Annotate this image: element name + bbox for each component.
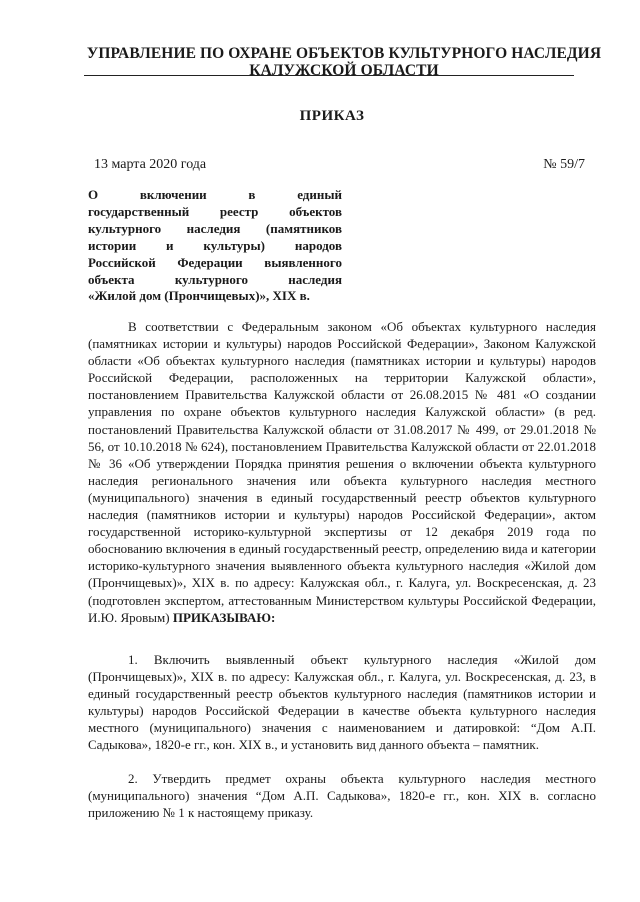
item-number: 1. bbox=[128, 652, 138, 667]
document-type-title: ПРИКАЗ bbox=[299, 108, 365, 124]
order-subject bbox=[88, 187, 342, 305]
order-keyword: ПРИКАЗЫВАЮ: bbox=[172, 609, 276, 625]
item-text: Утвердить предмет охраны объекта культурного наследия местного (муниципального) значения “Дом А.П. Садыкова», 1820-е гг., кон. XIX в. согласно приложению № 1 к настоящему приказу. bbox=[88, 771, 597, 821]
preamble-text: В соответствии с Федеральным законом «Об объектах культурного наследия (памятниках истории и культуры) народов Российской Федерации», Законом Калужской области «Об объектах культурного наследия (памятниках истории и культуры) народов Российской Федерации, расположенных на территории Калужской области», постановлением Правительства Калужской области от 26.08.2015 № 481 «О создании управления по охране объектов культурного наследия Калужской области» (в ред. постановлений Правительства Калужской области от 31.08.2017 № 499, от 29.01.2018 № 56, от 10.10.2018 № 624), постановлением Правительства Калужской области от 22.01.2018 № 36 «Об утверждении Порядка принятия решения о включении объекта культурного наследия регионального значения или объекта культурного наследия местного (муниципального) значения в единый государственный реестр объектов культурного наследия (памятников истории и культуры) народов Российской Федерации», актом государственной историко-культурной экспертизы от 12 декабря 2019 года по обоснованию включения в единый государственный реестр, определению вида и категории историко-культурного значения выявленного объекта культурного наследия «Жилой дом (Прончищевых)», XIX в. по адресу: Калужская обл., г. Калуга, ул. Воскресенская, д. 23 (подготовлен экспертом, аттестованным Министерством культуры Российской Федерации, И.Ю. Яровым) bbox=[88, 319, 596, 625]
item-text: Включить выявленный объект культурного наследия «Жилой дом (Прончищевых)», XIX в. по адресу: Калужская обл., г. Калуга, ул. Воскресенская, д. 23, в единый государственный реестр объектов культурного наследия (памятников истории и культуры) народов Российской Федерации в качестве объекта культурного наследия местного (муниципального) значения с наименованием и датировкой: “Дом А.П. Садыкова», 1820-е гг., кон. XIX в., и установить вид данного объекта – памятник. bbox=[88, 652, 596, 753]
subject-line: О включении в единый bbox=[88, 187, 342, 202]
order-item bbox=[88, 651, 596, 754]
item-number: 2. bbox=[128, 771, 138, 786]
order-date: 13 марта 2020 года bbox=[94, 157, 207, 172]
subject-line: Российской Федерации выявленного bbox=[88, 254, 342, 270]
subject-line: культурного наследия (памятников bbox=[88, 220, 342, 236]
order-number: № 59/7 bbox=[543, 157, 585, 172]
organization-name: УПРАВЛЕНИЕ ПО ОХРАНЕ ОБЪЕКТОВ КУЛЬТУРНОГО НАСЛЕДИЯ bbox=[86, 45, 602, 62]
subject-line: государственный реестр объектов bbox=[88, 203, 342, 219]
preamble-paragraph bbox=[88, 318, 596, 626]
subject-line: истории и культуры) народов bbox=[88, 237, 342, 253]
subject-line: объекта культурного наследия bbox=[88, 271, 342, 287]
subject-line: «Жилой дом (Прончищевых)», XIX в. bbox=[88, 288, 310, 304]
header-rule bbox=[84, 75, 574, 76]
order-item bbox=[88, 770, 596, 821]
organization-region: КАЛУЖСКОЙ ОБЛАСТИ bbox=[249, 62, 439, 79]
